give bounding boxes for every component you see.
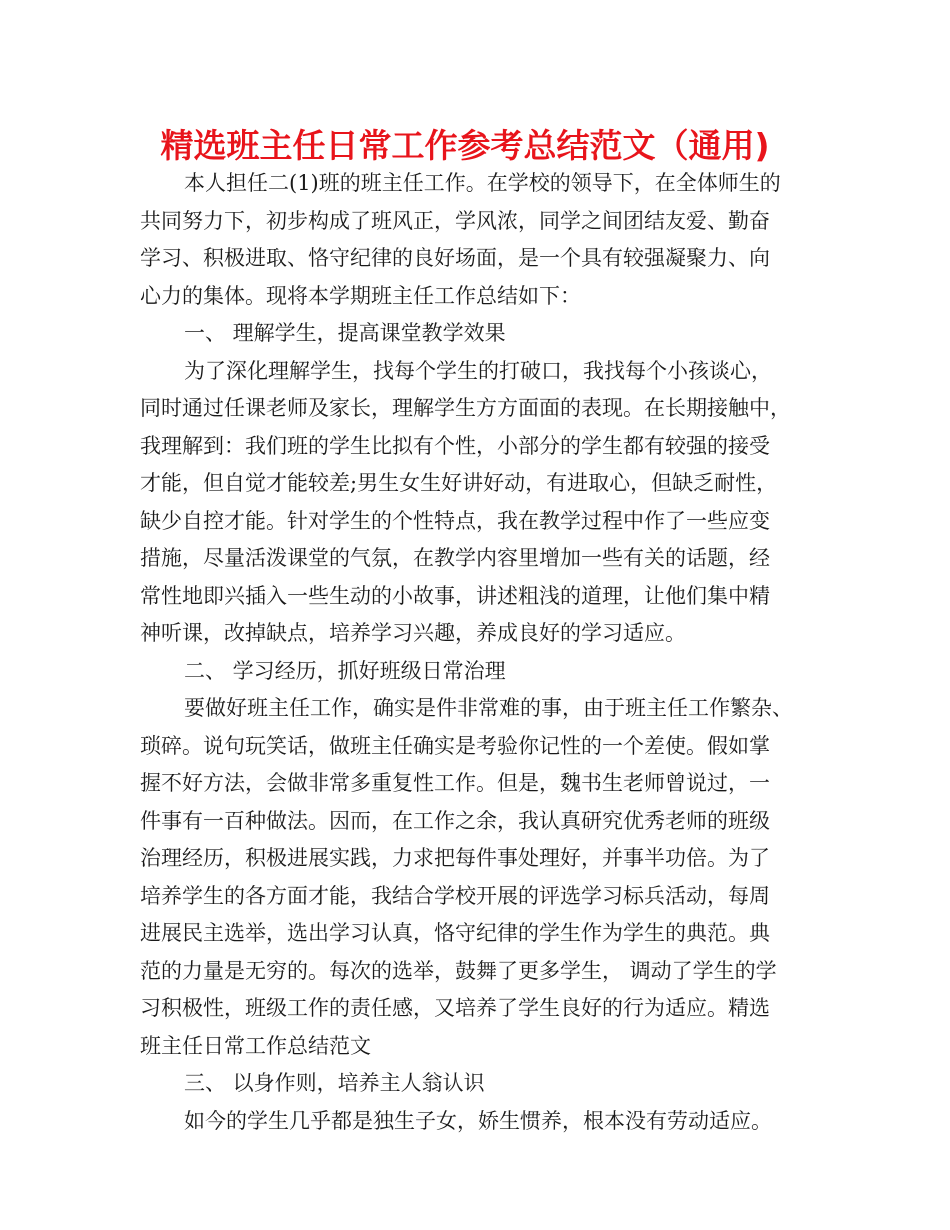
paragraph-line: 习积极性，班级工作的责任感，又培养了学生良好的行为适应。精选 <box>140 996 770 1020</box>
paragraph-line: 进展民主选举，选出学习认真，恪守纪律的学生作为学生的典范。典 <box>140 921 770 945</box>
paragraph-line: 握不好方法，会做非常多重复性工作。但是，魏书生老师曾说过，一 <box>140 771 770 795</box>
paragraph-line: 我理解到：我们班的学生比拟有个性，小部分的学生都有较强的接受 <box>140 433 770 458</box>
paragraph-line: 件事有一百种做法。因而，在工作之余，我认真研究优秀老师的班级 <box>140 808 770 833</box>
section-heading: 三、 以身作则，培养主人翁认识 <box>184 1071 485 1095</box>
paragraph-line: 学习、积极进取、恪守纪律的良好场面，是一个具有较强凝聚力、向 <box>140 246 770 270</box>
section-heading: 二、 学习经历，抓好班级日常治理 <box>184 658 506 683</box>
document-body <box>140 165 820 1140</box>
paragraph-line: 常性地即兴插入一些生动的小故事，讲述粗浅的道理，让他们集中精 <box>140 583 770 608</box>
section-heading: 一、 理解学生，提高课堂教学效果 <box>184 321 506 345</box>
paragraph-line: 同时通过任课老师及家长，理解学生方方面面的表现。在长期接触中， <box>140 396 791 420</box>
paragraph-line: 要做好班主任工作，确实是件非常难的事，由于班主任工作繁杂、 <box>184 696 793 720</box>
paragraph-line: 为了深化理解学生，找每个学生的打破口，我找每个小孩谈心， <box>184 358 772 383</box>
paragraph-line: 措施，尽量活泼课堂的气氛，在教学内容里增加一些有关的话题，经 <box>140 546 770 570</box>
paragraph-line: 共同努力下，初步构成了班风正，学风浓，同学之间团结友爱、勤奋 <box>140 208 770 233</box>
paragraph-line: 本人担任二(1)班的班主任工作。在学校的领导下，在全体师生的 <box>184 171 781 195</box>
paragraph-line: 神听课，改掉缺点，培养学习兴趣，养成良好的学习适应。 <box>140 621 686 645</box>
paragraph-line: 如今的学生几乎都是独生子女，娇生惯养，根本没有劳动适应。 <box>184 1108 772 1133</box>
paragraph-line: 才能，但自觉才能较差;男生女生好讲好动，有进取心，但缺乏耐性， <box>140 471 778 495</box>
paragraph-line: 培养学生的各方面才能，我结合学校开展的评选学习标兵活动，每周 <box>140 883 770 908</box>
paragraph-line: 治理经历，积极进展实践，力求把每件事处理好，并事半功倍。为了 <box>140 846 770 870</box>
paragraph-line: 范的力量是无穷的。每次的选举，鼓舞了更多学生， 调动了学生的学 <box>140 958 777 983</box>
paragraph-line: 琐碎。说句玩笑话，做班主任确实是考验你记性的一个差使。假如掌 <box>140 733 770 758</box>
paragraph-line: 班主任日常工作总结范文 <box>140 1033 371 1058</box>
paragraph-line: 心力的集体。现将本学期班主任工作总结如下： <box>140 283 581 308</box>
document-title: 精选班主任日常工作参考总结范文（通用) <box>160 126 770 165</box>
paragraph-line: 缺少自控才能。针对学生的个性特点，我在教学过程中作了一些应变 <box>140 508 770 533</box>
